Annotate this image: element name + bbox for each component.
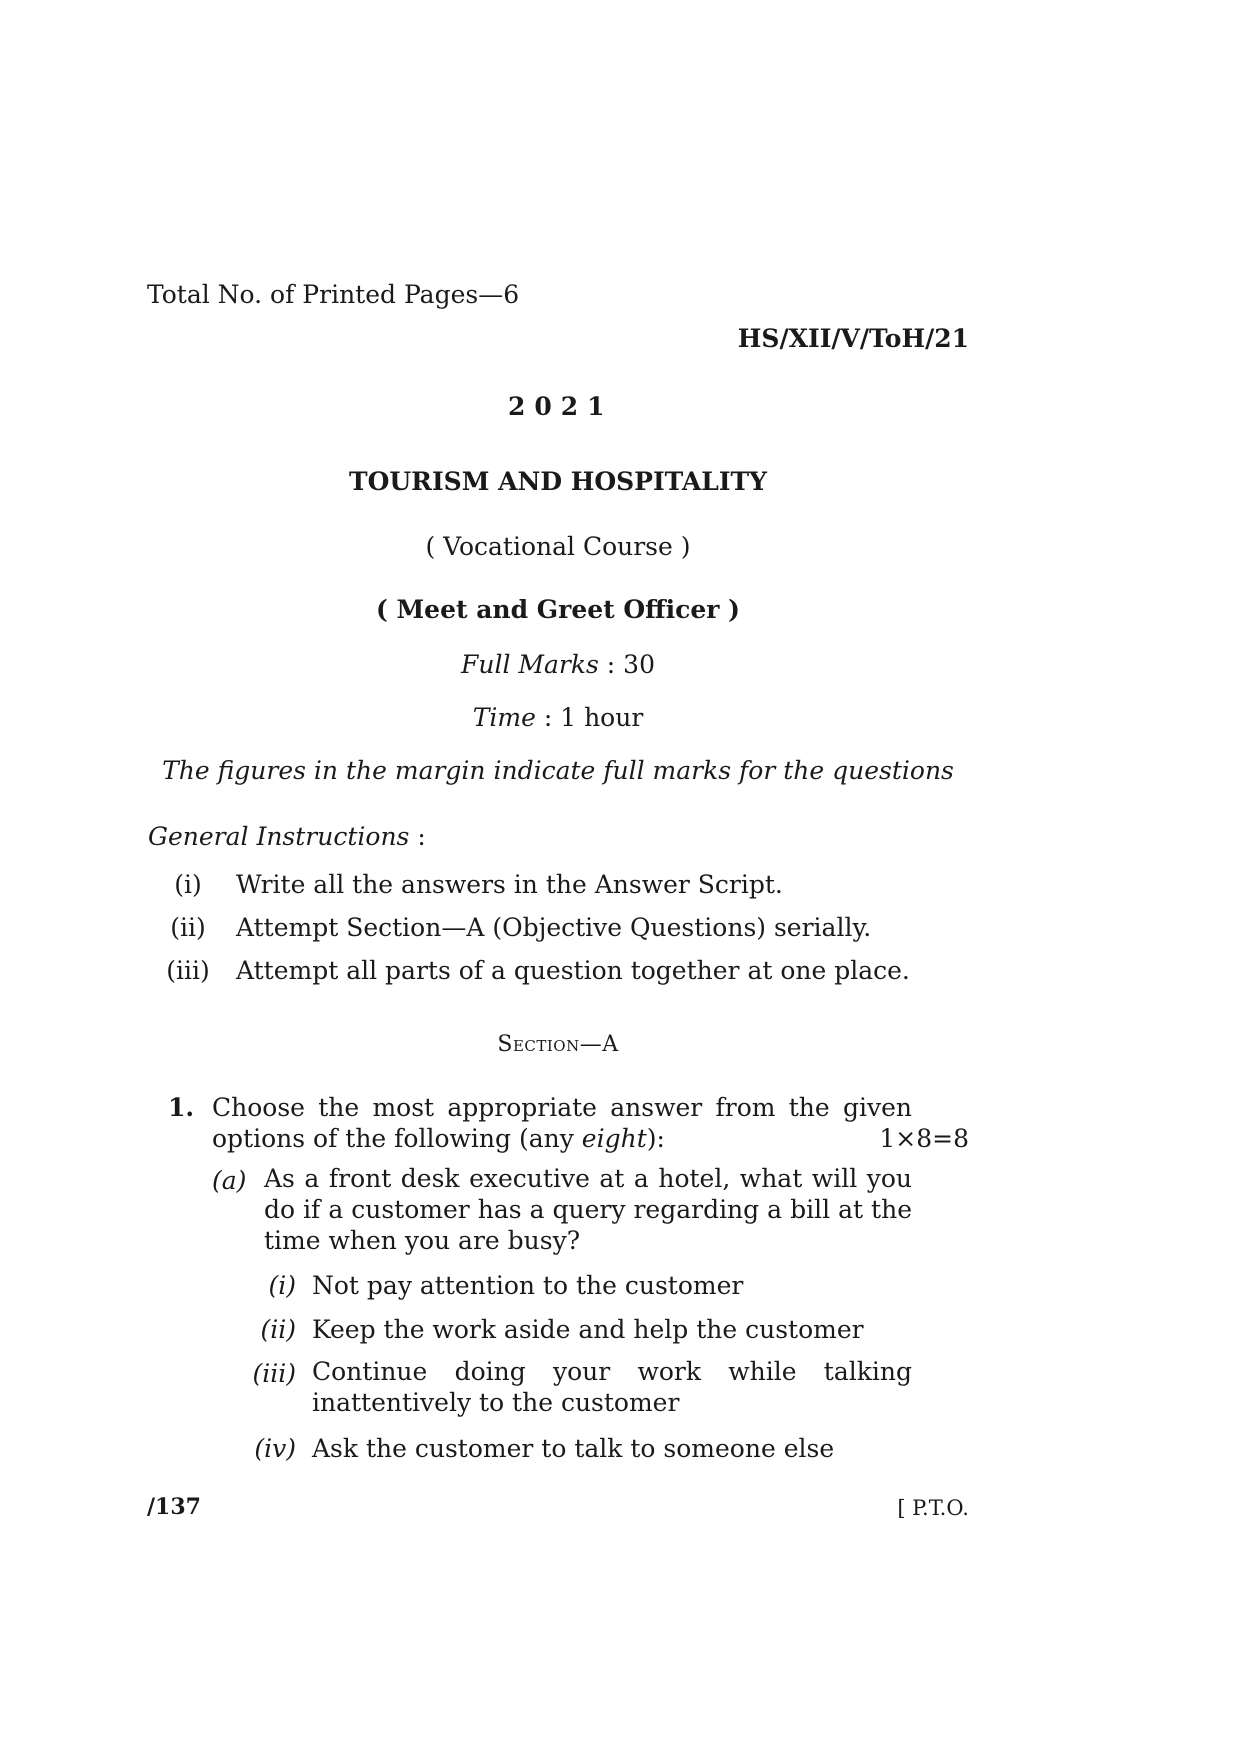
option-num: (iv): [254, 1434, 296, 1463]
footer-pto: [ P.T.O.: [897, 1496, 969, 1520]
option-text: Ask the customer to talk to someone else: [312, 1434, 835, 1463]
printed-pages: Total No. of Printed Pages—6: [147, 280, 520, 309]
instruction-num: (ii): [170, 913, 206, 942]
course-type: ( Vocational Course ): [425, 532, 691, 561]
full-marks: [0, 650, 1116, 679]
paper-code: HS/XII/V/ToH/21: [737, 324, 969, 353]
stem-emphasis: eight: [581, 1124, 647, 1153]
stem-text: options of the following (any: [212, 1124, 574, 1153]
instruction-num: (iii): [166, 956, 210, 985]
instruction-num: (i): [174, 870, 202, 899]
subquestion-label: (a): [212, 1166, 247, 1195]
module-title: ( Meet and Greet Officer ): [375, 595, 741, 624]
section-title: Section—A: [497, 1032, 619, 1057]
question-marks: 1×8=8: [879, 1124, 969, 1153]
instructions-heading-text: General Instructions: [148, 822, 410, 851]
instruction-text: Attempt all parts of a question together at one place.: [236, 956, 910, 985]
time-allowed: [0, 703, 1116, 732]
option-num: (i): [268, 1271, 296, 1300]
full-marks-value: : 30: [606, 650, 655, 679]
time-value: : 1 hour: [543, 703, 644, 732]
question-stem-line1: Choose the most appropriate answer from the given: [212, 1093, 912, 1122]
subquestion-text: As a front desk executive at a hotel, what will you do if a customer has a query regarding a bill at the time when you are busy?: [264, 1164, 912, 1255]
exam-year: 2021: [508, 392, 614, 421]
instruction-text: Attempt Section—A (Objective Questions) serially.: [236, 913, 872, 942]
stem-text-end: ):: [646, 1124, 665, 1153]
marks-note: The figures in the margin indicate full marks for the questions: [162, 756, 954, 785]
time-label: Time: [472, 703, 536, 732]
instructions-heading-colon: :: [417, 822, 426, 851]
question-stem-line2: [212, 1124, 665, 1153]
option-num: (iii): [252, 1359, 296, 1388]
option-text: Continue doing your work while talking inattentively to the customer: [312, 1357, 912, 1417]
question-number: 1.: [168, 1093, 195, 1122]
option-text: Not pay attention to the customer: [312, 1271, 744, 1300]
instructions-heading: [148, 822, 426, 851]
option-text: Keep the work aside and help the customer: [312, 1315, 864, 1344]
option-num: (ii): [260, 1315, 296, 1344]
footer-code: /137: [147, 1494, 201, 1520]
subject-title: TOURISM AND HOSPITALITY: [348, 467, 768, 496]
instruction-text: Write all the answers in the Answer Script.: [236, 870, 783, 899]
full-marks-label: Full Marks: [461, 650, 599, 679]
